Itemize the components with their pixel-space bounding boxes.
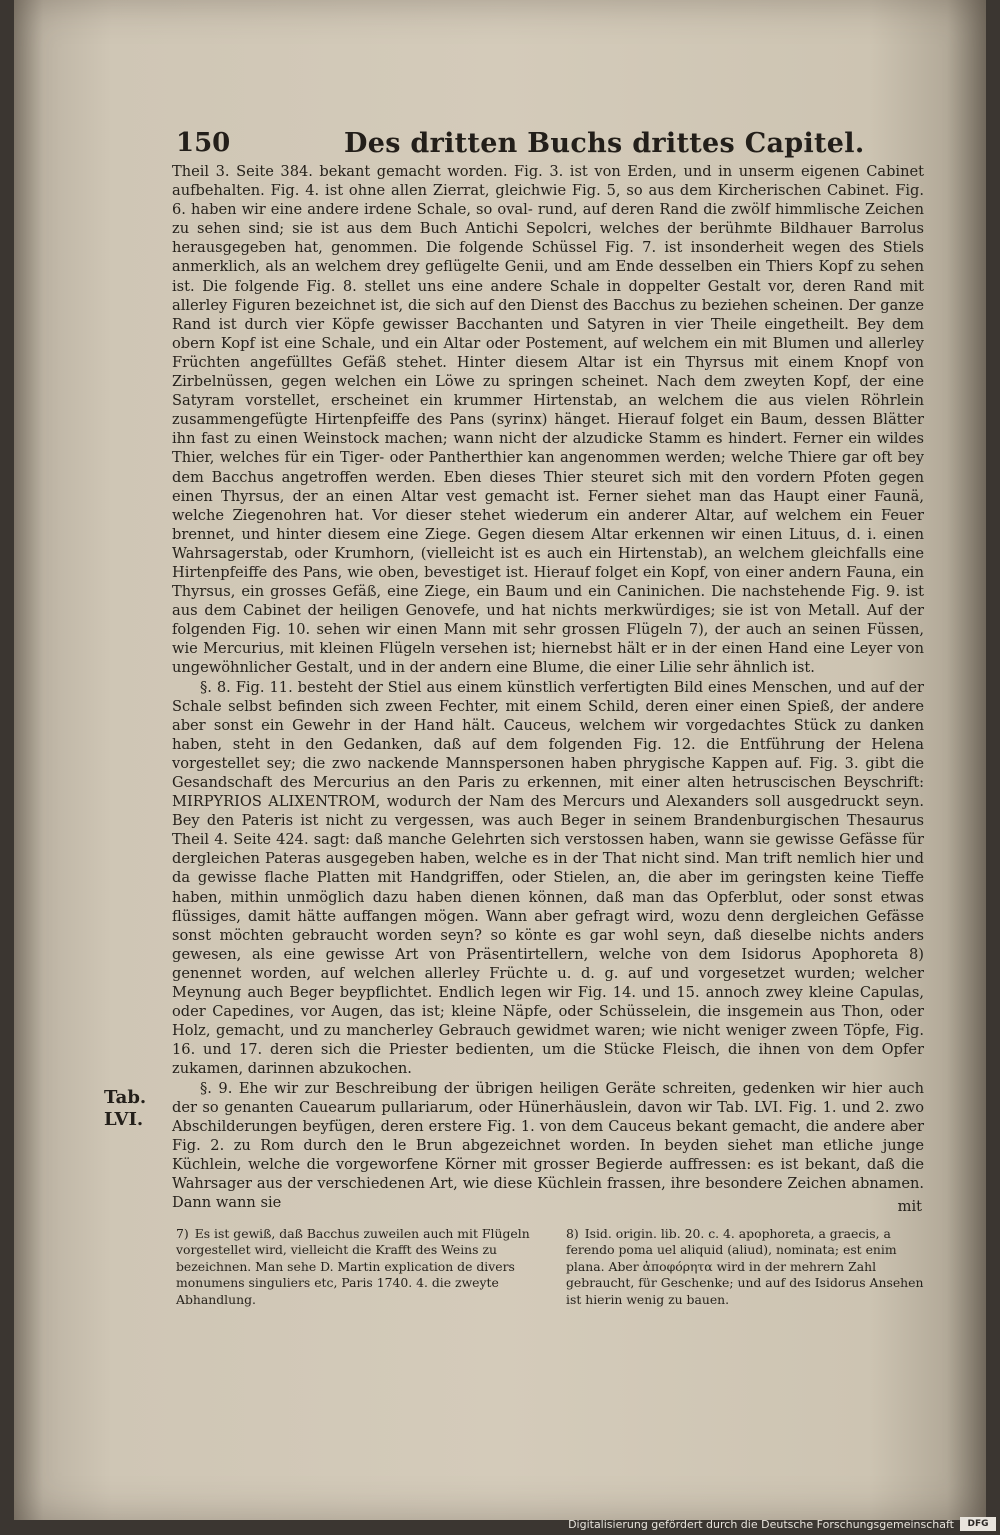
- paragraph-continuation: Theil 3. Seite 384. bekant gemacht worden. Fig. 3. ist von Erden, und in unserm eigenen Cabinet aufbehalten. Fig. 4. ist ohne allen Zierrat, gleichwie Fig. 5, so aus dem Kircherischen Cabinet. Fig. 6. haben wir eine andere irdene Schale, so oval- rund, auf deren Rand die zwölf himmlische Zeichen zu sehen sind; sie ist aus dem Buch Antichi Sepolcri, welches der berühmte Bildhauer Barrolus herausgegeben hat, genommen. Die folgende Schüssel Fig. 7. ist insonderheit wegen des Stiels anmerklich, als an welchem drey geflügelte Genii, und am Ende desselben ein Thiers Kopf zu sehen ist. Die folgende Fig. 8. stellet uns eine andere Schale in doppelter Gestalt vor, deren Rand mit allerley Figuren bezeichnet ist, die sich auf den Dienst des Bacchus zu beziehen scheinen. Der ganze Rand ist durch vier Köpfe gewisser Bacchanten und Satyren in vier Theile eingetheilt. Bey dem obern Kopf ist eine Schale, und ein Altar oder Postement, auf welchem ein mit Blumen und allerley Früchten angefülltes Gefäß stehet. Hinter diesem Altar ist ein Thyrsus mit einem Knopf von Zirbelnüssen, gegen welchen ein Löwe zu springen scheinet. Nach dem zweyten Kopf, der eine Satyram vorstellet, erscheinet ein krummer Hirtenstab, an welchem die aus vielen Röhrlein zusammengefügte Hirtenpfeiffe des Pans (syrinx) hänget. Hierauf folget ein Baum, dessen Blätter ihn fast zu einen Weinstock machen; wann nicht der alzudicke Stamm es hindert. Ferner ein wildes Thier, welches für ein Tiger- oder Pantherthier kan angenommen werden; welche Thiere gar oft bey dem Bacchus angetroffen werden. Eben dieses Thier steuret sich mit den vordern Pfoten gegen einen Thyrsus, der an einen Altar vest gemacht ist. Ferner siehet man das Haupt einer Faunä, welche Ziegenohren hat. Vor dieser stehet wiederum ein anderer Altar, auf welchem ein Feuer brennet, und hinter diesem eine Ziege. Gegen diesem Altar erkennen wir einen Lituus, d. i. einen Wahrsagerstab, oder Krumhorn, (vielleicht ist es auch ein Hirtenstab), an welchem gleichfalls eine Hirtenpfeiffe des Pans, wie oben, bevestiget ist. Hierauf folget ein Kopf, von einer andern Fauna, ein Thyrsus, ein grosses Gefäß, eine Ziege, ein Baum und ein Caninichen. Die nachstehende Fig. 9. ist aus dem Cabinet der heiligen Genovefe, und hat nichts merkwürdiges; sie ist von Metall. Auf der folgenden Fig. 10. sehen wir einen Mann mit sehr grossen Flügeln 7), der auch an seinen Füssen, wie Mercurius, mit kleinen Flügeln versehen ist; hiernebst hält er in der einen Hand eine Leyer von ungewöhnlicher Gestalt, und in der andern eine Blume, die einer Lilie sehr ähnlich ist.: [172, 163, 924, 677]
- footnote-8-text: Isid. origin. lib. 20. c. 4. apophoreta, a graecis, a ferendo poma uel aliquid (aliud), nominata; est enim plana. Aber ἀποφόρητα wird in der mehrern Zahl gebraucht, für Geschenke; und auf des Isidorus Ansehen ist hierin wenig zu bauen.: [566, 1226, 924, 1307]
- body-text: [172, 162, 924, 1212]
- footnote-7-text: Es ist gewiß, daß Bacchus zuweilen auch mit Flügeln vorgestellet wird, vielleicht die Krafft des Weins zu bezeichnen. Man sehe D. Martin explication de divers monumens singuliers etc, Paris 1740. 4. die zweyte Abhandlung.: [176, 1226, 530, 1307]
- footnote-8-mark: 8): [566, 1226, 579, 1241]
- margin-note-line-1: Tab.: [104, 1087, 147, 1108]
- footnote-7: [176, 1226, 546, 1308]
- footnotes: [176, 1226, 926, 1336]
- margin-note-line-2: LVI.: [104, 1109, 144, 1130]
- paragraph-section-9: §. 9. Ehe wir zur Beschreibung der übrigen heiligen Geräte schreiten, gedenken wir hier auch der so genanten Cauearum pullariarum, oder Hünerhäuslein, davon wir Tab. LVI. Fig. 1. und 2. zwo Abschilderungen beyfügen, deren erstere Fig. 1. von dem Cauceus bekant gemacht, die andere aber Fig. 2. zu Rom durch den le Brun abgezeichnet worden. In beyden siehet man etliche junge Küchlein, welche die vorgeworfene Körner mit grosser Begierde auffressen: es ist bekant, daß die Wahrsager aus der verschiedenen Art, wie diese Küchlein frassen, ihre besondere Zeichen abnamen. Dann wann sie: [172, 1079, 924, 1212]
- digitization-credit: Digitalisierung gefördert durch die Deutsche Forschungsgemeinschaft: [568, 1518, 954, 1531]
- margin-note: [104, 1087, 164, 1131]
- page-number: 150: [176, 128, 231, 158]
- footnote-7-mark: 7): [176, 1226, 189, 1241]
- digitization-credit-bar: [540, 1514, 1000, 1535]
- running-title: Des dritten Buchs drittes Capitel.: [344, 128, 865, 159]
- footnote-8: [566, 1226, 926, 1308]
- dfg-logo: DFG: [960, 1517, 996, 1531]
- paragraph-section-8: §. 8. Fig. 11. besteht der Stiel aus einem künstlich verfertigten Bild eines Menschen, und auf der Schale selbst befinden sich zween Fechter, mit einem Schild, deren einer einen Spieß, der andere aber sonst ein Gewehr in der Hand hält. Cauceus, welchem wir vorgedachtes Stück zu danken haben, steht in den Gedanken, daß auf dem folgenden Fig. 12. die Entführung der Helena vorgestellet sey; die zwo nackende Mannspersonen haben phrygische Kappen auf. Fig. 3. gibt die Gesandschaft des Mercurius an den Paris zu erkennen, mit einer alten hetruscischen Beyschrift: MIRPYRIOS ALIXENTROM, wodurch der Nam des Mercurs und Alexanders soll ausgedruckt seyn. Bey den Pateris ist nicht zu vergessen, was auch Beger in seinem Brandenburgischen Thesaurus Theil 4. Seite 424. sagt: daß manche Gelehrten sich verstossen haben, wann sie gewisse Gefässe für dergleichen Pateras ausgegeben haben, welche es in der That nicht sind. Man trift nemlich hier und da gewisse flache Platten mit Handgriffen, oder Stielen, an, die aber im geringsten keine Tieffe haben, mithin unmöglich dazu haben dienen können, daß man das Opferblut, oder sonst etwas flüssiges, damit hätte auffangen mögen. Wann aber gefragt wird, wozu denn dergleichen Gefässe sonst möchten gebraucht worden seyn? so könte es gar wohl seyn, daß dieselbe nichts anders gewesen, als eine gewisse Art von Präsentirtellern, welche von dem Isidorus Apophoreta 8) genennet worden, auf welchen allerley Früchte u. d. g. auf und vorgesetzet wurden; welcher Meynung auch Beger beypflichtet. Endlich legen wir Fig. 14. und 15. annoch zwey kleine Capulas, oder Capedines, vor Augen, das ist; kleine Näpfe, oder Schüsselein, die insgemein aus Thon, oder Holz, gemacht, und zu mancherley Gebrauch gewidmet waren; wie nicht weniger zween Töpfe, Fig. 16. und 17. deren sich die Priester bedienten, um die Stücke Fleisch, die ihnen von dem Opfer zukamen, darinnen abzukochen.: [172, 678, 924, 1078]
- catchword: mit: [897, 1198, 922, 1215]
